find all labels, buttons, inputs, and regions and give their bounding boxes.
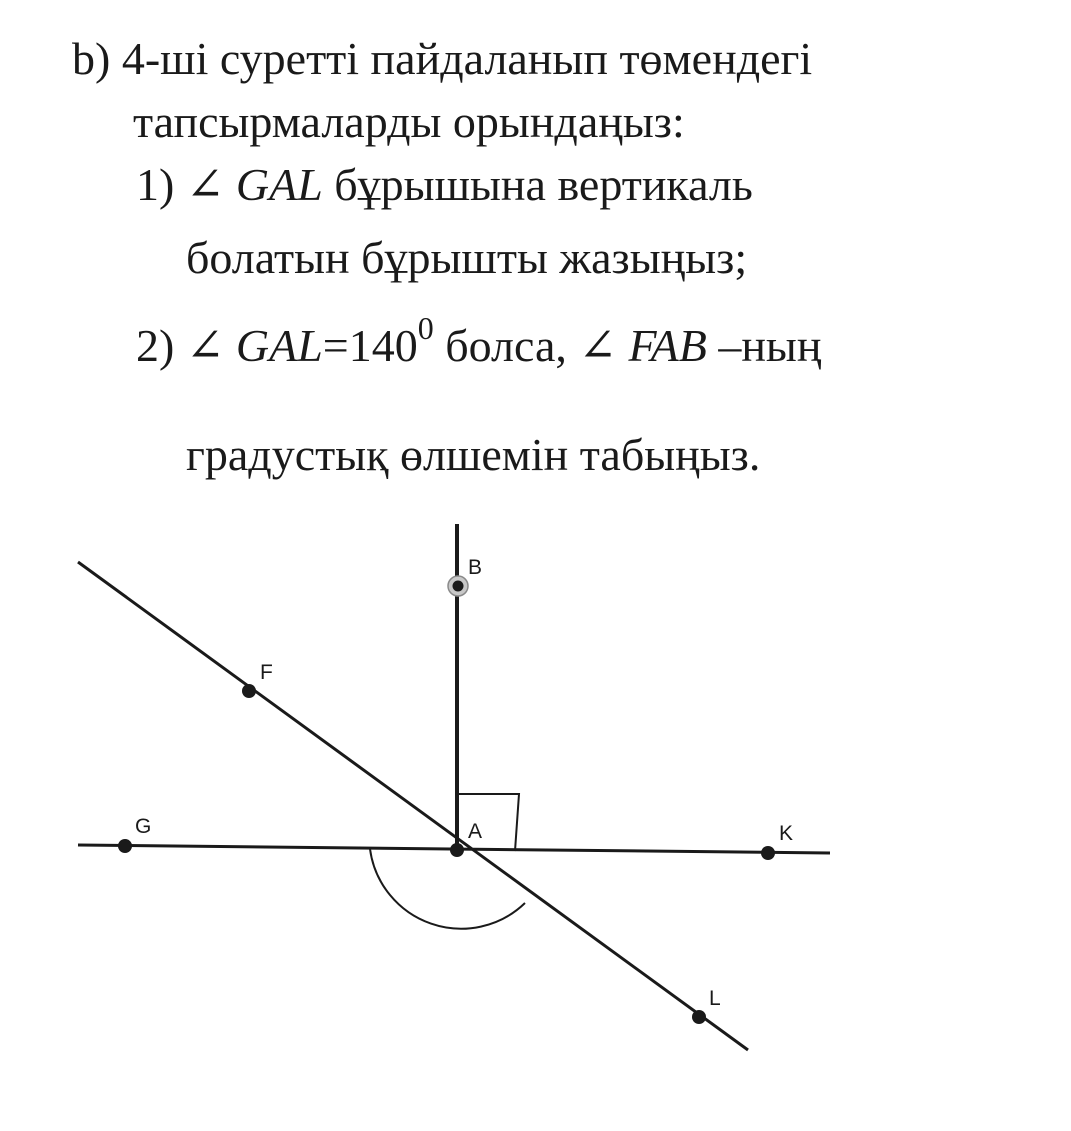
point-f	[242, 684, 256, 698]
right-angle-marker	[457, 794, 519, 851]
point-g	[118, 839, 132, 853]
angle-arc-gal	[370, 849, 525, 929]
task-prefix: b)	[72, 33, 111, 84]
point-k	[761, 846, 775, 860]
angle-value: =140	[322, 320, 418, 371]
angle-symbol: ∠	[185, 320, 225, 371]
label-l: L	[709, 987, 721, 1010]
line-fl	[78, 562, 748, 1050]
angle-symbol: ∠	[185, 159, 225, 210]
label-a: A	[468, 820, 483, 843]
label-f: F	[260, 661, 273, 684]
item-1-continuation: болатын бұрышты жазыңыз;	[186, 232, 748, 283]
label-g: G	[135, 815, 152, 838]
degree-superscript: 0	[417, 310, 434, 346]
item-2-number: 2)	[136, 320, 175, 371]
label-b: B	[468, 556, 483, 579]
point-l	[692, 1010, 706, 1024]
intro-text-1: 4-ші суретті пайдаланып төмендегі	[121, 33, 813, 84]
item-1-number: 1)	[136, 159, 175, 210]
point-b	[453, 581, 464, 592]
item-2-text-after: –ның	[718, 320, 822, 371]
angle-name-gal: GAL	[235, 320, 323, 371]
intro-text-2: тапсырмаларды орындаңыз:	[133, 96, 685, 147]
item-1-text: бұрышына вертикаль	[334, 159, 753, 210]
item-2-continuation: градустық өлшемін табыңыз.	[186, 429, 761, 480]
point-a	[450, 843, 464, 857]
angle-symbol-2: ∠	[578, 320, 617, 371]
item-2-text-mid: болса,	[445, 320, 567, 371]
angle-name-gal: GAL	[235, 159, 323, 210]
label-k: K	[779, 822, 794, 845]
angle-name-fab: FAB	[628, 320, 707, 371]
